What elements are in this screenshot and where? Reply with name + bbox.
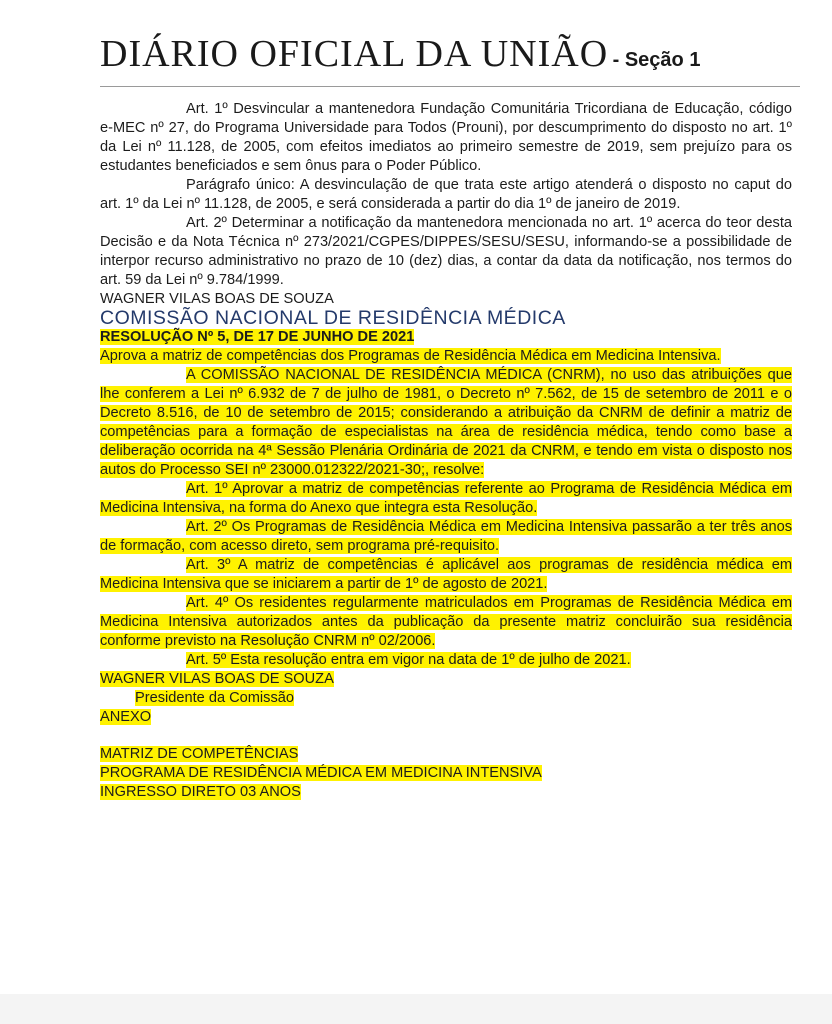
annex-line-2: PROGRAMA DE RESIDÊNCIA MÉDICA EM MEDICINA INTENSIVA: [100, 765, 542, 781]
signer-role: Presidente da Comissão: [135, 690, 294, 706]
resolution-signature: [100, 670, 792, 708]
resolution-art-4-text: Art. 4º Os residentes regularmente matriculados em Programas de Residência Médica em Medicina Intensiva autorizados antes da publicação da presente matriz concluirão sua residência conforme previsto na Resolução CNRM nº 02/2006.: [100, 595, 792, 649]
resolution-preamble: [100, 366, 792, 480]
resolution-art-1-text: Art. 1º Aprovar a matriz de competências referente ao Programa de Residência Médica em Medicina Intensiva, na forma do Anexo que integra esta Resolução.: [100, 481, 792, 516]
resolution-summary: [100, 347, 792, 366]
resolution-title: [100, 328, 792, 347]
section-label: - Seção 1: [612, 49, 701, 71]
document-body: [100, 100, 792, 802]
annex-heading-text: ANEXO: [100, 709, 152, 725]
annex-line-3: INGRESSO DIRETO 03 ANOS: [100, 784, 301, 800]
resolution-art-4: [100, 594, 792, 651]
masthead: [100, 32, 700, 76]
previous-art-1: Art. 1º Desvincular a mantenedora Fundação Comunitária Tricordiana de Educação, código e-MEC nº 27, do Programa Universidade para Todos (Prouni), por descumprimento do disposto no art. 1º da Lei nº 11.128, de 2005, com efeitos imediatos ao primeiro semestre de 2019, sem prejuízo para os estudantes beneficiados e sem ônus para o Poder Público.: [100, 101, 792, 174]
previous-paragraph: Parágrafo único: A desvinculação de que trata este artigo atenderá o disposto no caput do art. 1º da Lei nº 11.128, de 2005, e será considerada a partir do dia 1º de janeiro de 2019.: [100, 177, 792, 212]
resolution-art-3-text: Art. 3º A matriz de competências é aplicável aos programas de residência médica em Medicina Intensiva que se iniciarem a partir de 1º de agosto de 2021.: [100, 557, 792, 592]
header-divider: [100, 86, 800, 87]
resolution-preamble-text: A COMISSÃO NACIONAL DE RESIDÊNCIA MÉDICA (CNRM), no uso das atribuições que lhe conferem a Lei nº 6.932 de 7 de julho de 1981, o Decreto nº 7.562, de 15 de setembro de 2011 e o Decreto 8.516, de 10 de setembro de 2015; considerando a atribuição da CNRM de definir a matriz de competências para a formação de especialistas na área de residência médica, tendo como base a deliberação ocorrida na 4ª Sessão Plenária Ordinária de 2021 da CNRM, e tendo em vista o disposto nos autos do Processo SEI nº 23000.012322/2021-30;, resolve:: [100, 367, 792, 478]
annex-line-1: MATRIZ DE COMPETÊNCIAS: [100, 746, 299, 762]
previous-art-2: Art. 2º Determinar a notificação da mantenedora mencionada no art. 1º acerca do teor desta Decisão e da Nota Técnica nº 273/2021/CGPES/DIPPES/SESU/SESU, informando-se a possibilidade de interpor recurso administrativo no prazo de 10 (dez) dias, a contar da data da notificação, nos termos do art. 59 da Lei nº 9.784/1999.: [100, 215, 792, 288]
newspaper-title: DIÁRIO OFICIAL DA UNIÃO: [100, 33, 609, 75]
annex-content: [100, 745, 792, 802]
resolution-art-2: [100, 518, 792, 556]
commission-heading: COMISSÃO NACIONAL DE RESIDÊNCIA MÉDICA: [100, 307, 566, 329]
resolution-art-1: [100, 480, 792, 518]
page-bottom-edge: [0, 994, 832, 1024]
resolution-art-3: [100, 556, 792, 594]
previous-signature: WAGNER VILAS BOAS DE SOUZA: [100, 291, 334, 307]
resolution-title-text: RESOLUÇÃO Nº 5, DE 17 DE JUNHO DE 2021: [100, 329, 415, 345]
resolution-art-5-text: Art. 5º Esta resolução entra em vigor na data de 1º de julho de 2021.: [186, 652, 631, 668]
resolution-art-5: [100, 651, 792, 670]
annex-heading: [100, 708, 792, 727]
signer-name: WAGNER VILAS BOAS DE SOUZA: [100, 671, 334, 687]
resolution-summary-text: Aprova a matriz de competências dos Programas de Residência Médica em Medicina Intensiva.: [100, 348, 721, 364]
resolution-art-2-text: Art. 2º Os Programas de Residência Médica em Medicina Intensiva passarão a ter três anos de formação, com acesso direto, sem programa pré-requisito.: [100, 519, 792, 554]
